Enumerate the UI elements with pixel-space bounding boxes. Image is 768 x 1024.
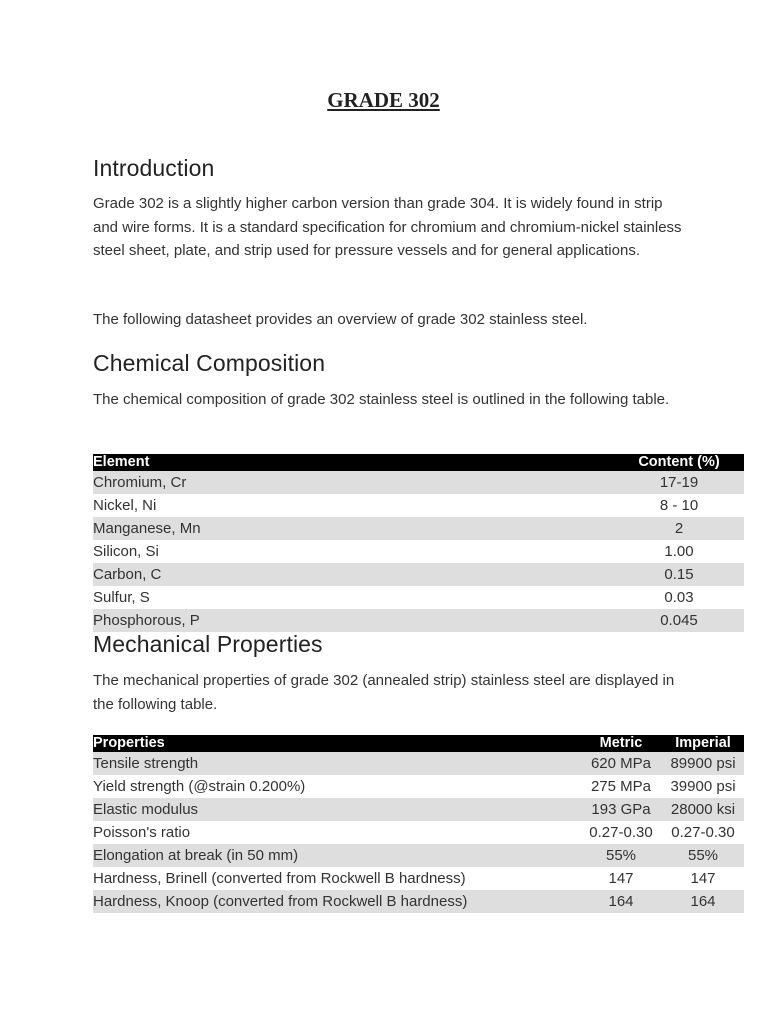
table-row <box>93 798 744 821</box>
imperial-cell: 164 <box>662 890 744 913</box>
column-header-element: Element <box>93 454 614 471</box>
property-cell: Hardness, Knoop (converted from Rockwell B hardness) <box>93 890 580 913</box>
content-cell: 8 - 10 <box>659 497 699 514</box>
imperial-cell: 28000 ksi <box>662 798 744 821</box>
property-cell: Hardness, Brinell (converted from Rockwell B hardness) <box>93 870 466 887</box>
metric-cell: 193 GPa <box>580 798 662 821</box>
element-cell: Carbon, C <box>93 563 614 586</box>
imperial-cell: 147 <box>690 870 716 887</box>
table-row <box>93 867 744 890</box>
document-title: GRADE 302 <box>327 88 440 112</box>
element-cell: Phosphorous, P <box>93 609 614 632</box>
imperial-cell: 55% <box>662 844 744 867</box>
table-row <box>93 609 744 632</box>
column-header-metric: Metric <box>580 735 662 752</box>
mechanical-properties-paragraph: The mechanical properties of grade 302 (annealed strip) stainless steel are displayed in the following table. <box>93 672 675 713</box>
column-header-imperial: Imperial <box>662 735 744 752</box>
metric-cell: 620 MPa <box>580 752 662 775</box>
property-cell: Tensile strength <box>93 752 580 775</box>
element-cell: Chromium, Cr <box>93 471 614 494</box>
chemical-composition-table <box>93 454 744 632</box>
imperial-cell: 0.27-0.30 <box>671 824 735 841</box>
table-header-row <box>93 735 744 752</box>
table-row <box>93 563 744 586</box>
metric-cell: 55% <box>580 844 662 867</box>
chemical-composition-paragraph: The chemical composition of grade 302 stainless steel is outlined in the following table. <box>93 391 670 408</box>
table-header-row <box>93 454 744 471</box>
metric-cell: 275 MPa <box>590 778 652 795</box>
property-cell: Elongation at break (in 50 mm) <box>93 844 580 867</box>
element-cell: Silicon, Si <box>93 543 159 560</box>
content-cell: 2 <box>614 517 744 540</box>
content-cell: 0.045 <box>614 609 744 632</box>
content-cell: 1.00 <box>664 543 694 560</box>
table-row <box>93 752 744 775</box>
table-row <box>93 775 744 798</box>
content-cell: 0.15 <box>614 563 744 586</box>
element-cell: Manganese, Mn <box>93 517 614 540</box>
table-row <box>93 471 744 494</box>
table-row <box>93 540 744 563</box>
table-row <box>93 586 744 609</box>
mechanical-properties-heading: Mechanical Properties <box>93 631 323 657</box>
metric-cell: 147 <box>608 870 634 887</box>
table-row <box>93 890 744 913</box>
property-cell: Elastic modulus <box>93 798 580 821</box>
property-cell: Yield strength (@strain 0.200%) <box>93 778 306 795</box>
content-cell: 0.03 <box>664 589 694 606</box>
table-row <box>93 821 744 844</box>
table-row <box>93 844 744 867</box>
column-header-properties: Properties <box>93 735 580 752</box>
imperial-cell: 89900 psi <box>662 752 744 775</box>
metric-cell: 164 <box>580 890 662 913</box>
chemical-composition-heading: Chemical Composition <box>93 350 326 376</box>
metric-cell: 0.27-0.30 <box>589 824 653 841</box>
introduction-paragraph: Grade 302 is a slightly higher carbon version than grade 304. It is widely found in strip and wire forms. It is a standard specification for chromium and chromium-nickel stainless steel sheet, plate, and strip used for pressure vessels and for general applications. <box>93 195 682 259</box>
mechanical-properties-table <box>93 735 744 913</box>
element-cell: Nickel, Ni <box>93 497 157 514</box>
table-row <box>93 517 744 540</box>
imperial-cell: 39900 psi <box>670 778 736 795</box>
element-cell: Sulfur, S <box>93 589 150 606</box>
table-row <box>93 494 744 517</box>
property-cell: Poisson's ratio <box>93 824 191 841</box>
datasheet-overview-paragraph: The following datasheet provides an overview of grade 302 stainless steel. <box>93 311 588 328</box>
introduction-heading: Introduction <box>93 155 215 181</box>
content-cell: 17-19 <box>614 471 744 494</box>
column-header-content: Content (%) <box>614 454 744 471</box>
